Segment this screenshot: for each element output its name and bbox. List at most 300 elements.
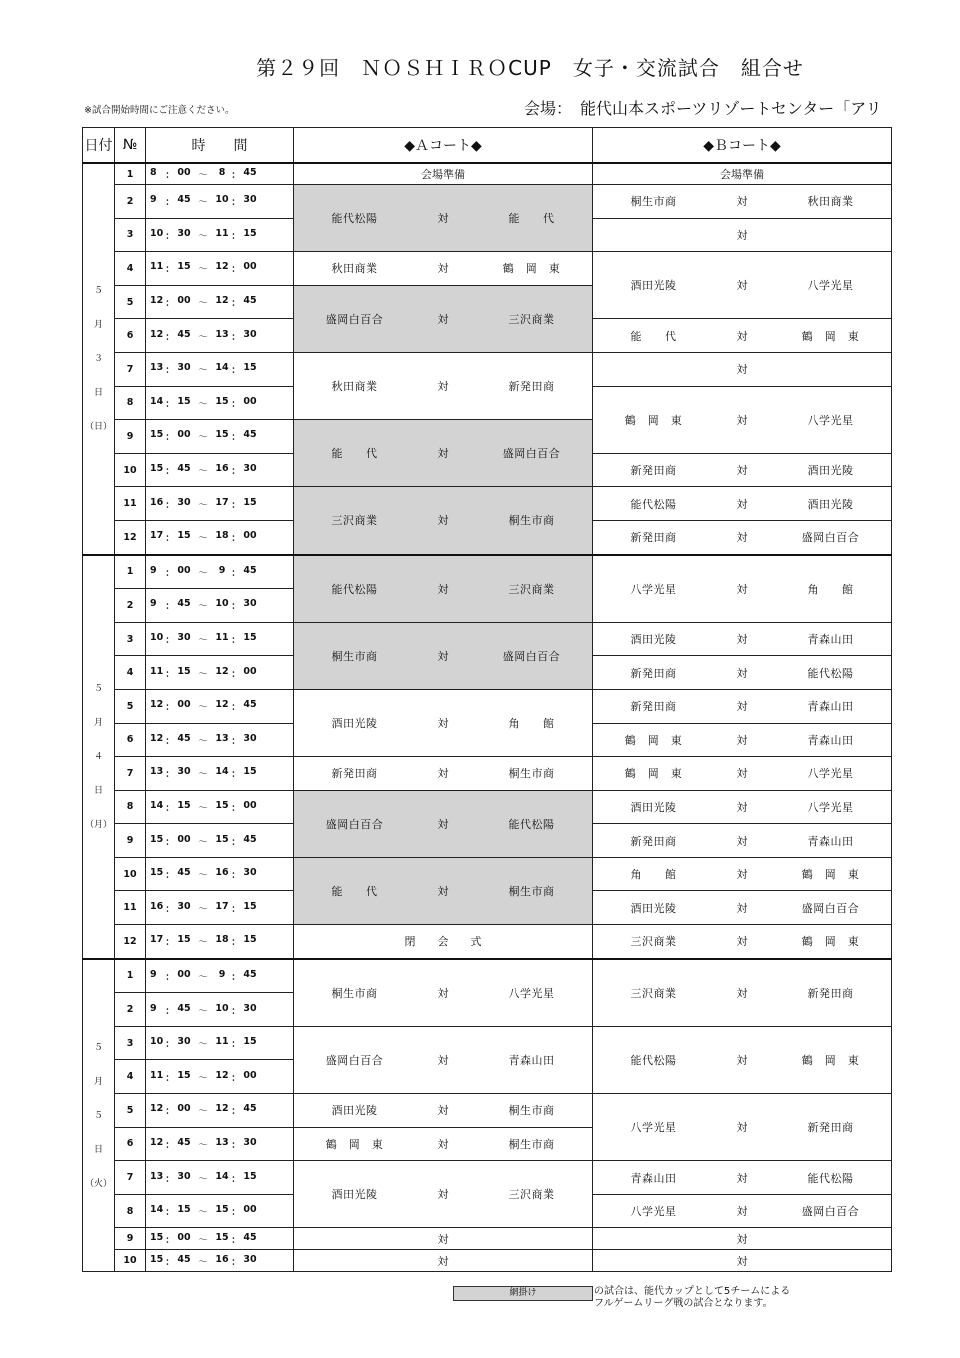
vs-label: 対 — [736, 1232, 748, 1246]
match-number: 5 — [115, 285, 146, 319]
header-court-a: ◆Ａコート◆ — [294, 128, 593, 164]
time-part: 00 — [243, 530, 257, 542]
team-home: 盛岡白百合 — [325, 312, 384, 326]
team-away: 三沢商業 — [508, 1188, 555, 1202]
court-b-game — [593, 453, 892, 487]
team-home: 桐生市商 — [331, 986, 378, 1000]
vs-label: 対 — [736, 1053, 748, 1067]
team-away: 能代松陽 — [807, 666, 854, 680]
time-part: ： — [231, 668, 241, 680]
time-part: 18 — [215, 934, 229, 946]
time-part: ： — [165, 870, 175, 882]
time-part: ： — [165, 1234, 175, 1246]
time-part: ： — [231, 398, 241, 410]
vs-label: 対 — [437, 212, 449, 226]
team-away: 能代松陽 — [508, 817, 555, 831]
team-away: 酒田光陵 — [807, 497, 854, 511]
date-cell — [83, 555, 115, 959]
court-b-game — [593, 1094, 892, 1161]
team-away: 八学光星 — [807, 413, 854, 427]
date-label-part: 日 — [93, 1144, 103, 1155]
time-part: 45 — [243, 1103, 257, 1115]
time-part: 15 — [243, 900, 257, 912]
time-part: 9 — [150, 194, 157, 206]
legend-text-line2: フルゲームリーグ戦の試合となります。 — [594, 1298, 773, 1309]
time-part: 14 — [215, 362, 229, 374]
match-time — [146, 487, 294, 521]
court-b-game — [593, 487, 892, 521]
time-part: 12 — [150, 699, 164, 711]
game — [593, 1052, 891, 1068]
time-part: ： — [231, 1005, 241, 1017]
match-time — [146, 993, 294, 1027]
time-part: ： — [165, 635, 175, 647]
team-home: 八学光星 — [630, 1205, 677, 1219]
team-away: 盛岡白百合 — [502, 447, 561, 461]
vs-label: 対 — [437, 1232, 449, 1246]
court-b-game — [593, 1250, 892, 1272]
team-home: 鶴 岡 東 — [624, 413, 683, 427]
time-part: 11 — [150, 665, 164, 677]
time-part: 30 — [243, 1253, 257, 1265]
time-part: ～ — [198, 1106, 208, 1118]
table-row — [83, 689, 892, 723]
time-part: ： — [231, 1039, 241, 1051]
vs-label: 対 — [736, 633, 748, 647]
vs-label: 対 — [736, 834, 748, 848]
match-number: 2 — [115, 993, 146, 1027]
time-part: ： — [165, 170, 175, 181]
game — [593, 833, 891, 849]
game — [294, 883, 592, 899]
time-part: 13 — [150, 362, 164, 374]
time-part: 12 — [215, 665, 229, 677]
vs-label: 対 — [437, 447, 449, 461]
time-part: ～ — [198, 601, 208, 613]
date-label-part: （月） — [84, 819, 112, 830]
time-part: 45 — [243, 564, 257, 576]
time-part: 10 — [215, 194, 229, 206]
team-home: 鶴 岡 東 — [325, 1137, 384, 1151]
team-away: 桐生市商 — [508, 884, 555, 898]
match-time — [146, 925, 294, 959]
team-home: 鶴 岡 東 — [624, 733, 683, 747]
vs-label: 対 — [437, 262, 449, 276]
time-part: 15 — [150, 429, 164, 441]
court-b-game — [593, 352, 892, 386]
team-home: 酒田光陵 — [331, 1188, 378, 1202]
time-part: 30 — [243, 732, 257, 744]
team-away: 三沢商業 — [508, 582, 555, 596]
match-number: 10 — [115, 857, 146, 891]
team-away: 秋田商業 — [807, 195, 854, 209]
time-part: 00 — [177, 1103, 191, 1115]
time-part: ： — [231, 635, 241, 647]
time-part: ： — [165, 937, 175, 949]
time-part: ： — [231, 601, 241, 613]
time-part: 16 — [215, 1253, 229, 1265]
match-number: 5 — [115, 689, 146, 723]
time-part: ： — [165, 1207, 175, 1219]
match-number: 9 — [115, 824, 146, 858]
game — [294, 260, 592, 276]
time-part: ～ — [198, 903, 208, 915]
team-away: 青森山田 — [807, 633, 854, 647]
time-part: 18 — [215, 530, 229, 542]
court-b-game — [593, 163, 892, 185]
time-part: 30 — [243, 194, 257, 206]
table-row — [83, 487, 892, 521]
match-time — [146, 891, 294, 925]
game — [593, 496, 891, 512]
time-part: ： — [165, 567, 175, 579]
time-part: ： — [231, 365, 241, 377]
time-part: 12 — [150, 295, 164, 307]
game — [294, 1102, 592, 1118]
time-part: 16 — [215, 463, 229, 475]
team-home: 八学光星 — [630, 1121, 677, 1135]
time-part: ： — [165, 398, 175, 410]
vs-label: 対 — [736, 228, 748, 242]
team-home: 秋田商業 — [331, 262, 378, 276]
team-home: 桐生市商 — [331, 649, 378, 663]
match-time — [146, 1161, 294, 1195]
time-part: 15 — [177, 261, 191, 273]
team-home: 三沢商業 — [630, 986, 677, 1000]
time-part: ： — [231, 170, 241, 181]
time-part: 45 — [243, 429, 257, 441]
time-part: ： — [231, 499, 241, 511]
time-part: 00 — [177, 167, 191, 178]
time-part: 14 — [150, 395, 164, 407]
time-part: ： — [165, 466, 175, 478]
time-part: 15 — [177, 530, 191, 542]
court-b-game — [593, 185, 892, 219]
match-time — [146, 1250, 294, 1272]
team-home: 角 館 — [630, 868, 677, 882]
court-a-game — [294, 1250, 593, 1272]
match-number: 6 — [115, 319, 146, 353]
table-row — [83, 163, 892, 185]
time-part: ～ — [198, 836, 208, 848]
game — [294, 1052, 592, 1068]
match-time — [146, 163, 294, 185]
time-part: 00 — [177, 699, 191, 711]
team-away: 盛岡白百合 — [801, 1205, 860, 1219]
court-a-game — [294, 689, 593, 756]
court-a-game — [294, 857, 593, 924]
time-part: 15 — [177, 1204, 191, 1216]
court-a-game — [294, 555, 593, 623]
time-part: 9 — [150, 968, 157, 980]
game — [593, 462, 891, 478]
vs-label: 対 — [736, 497, 748, 511]
match-number: 6 — [115, 723, 146, 757]
header-court-b: ◆Ｂコート◆ — [593, 128, 892, 164]
court-b-game — [593, 1026, 892, 1093]
time-part: 12 — [150, 1136, 164, 1148]
vs-label: 対 — [736, 531, 748, 545]
team-away: 新発田商 — [508, 380, 555, 394]
time-part: 15 — [215, 395, 229, 407]
time-part: 9 — [218, 564, 226, 576]
court-b-game — [593, 824, 892, 858]
team-home: 新発田商 — [331, 767, 378, 781]
time-part: ： — [231, 836, 241, 848]
page-title: 第２９回 ＮＯＳＨＩＲＯCUP 女子・交流試合 組合せ — [256, 56, 804, 80]
time-part: 30 — [243, 1136, 257, 1148]
match-time — [146, 453, 294, 487]
match-number: 2 — [115, 185, 146, 219]
time-part: ： — [165, 1106, 175, 1118]
legend-shade-box: 網掛け — [453, 1286, 593, 1301]
time-part: 17 — [215, 496, 229, 508]
time-part: 15 — [243, 766, 257, 778]
match-time — [146, 285, 294, 319]
game — [294, 1186, 592, 1202]
court-a-game — [294, 1161, 593, 1228]
court-a-game — [294, 757, 593, 791]
table-row — [83, 1161, 892, 1195]
team-home: 酒田光陵 — [630, 633, 677, 647]
game — [593, 665, 891, 681]
time-part: ： — [165, 331, 175, 343]
team-home: 酒田光陵 — [331, 717, 378, 730]
time-part: ～ — [198, 870, 208, 882]
time-part: 45 — [243, 167, 257, 178]
time-part: ～ — [198, 1039, 208, 1051]
court-b-game — [593, 1194, 892, 1228]
vs-label: 対 — [736, 1121, 748, 1135]
time-part: 15 — [243, 1036, 257, 1048]
time-part: ～ — [198, 331, 208, 343]
time-part: 17 — [215, 900, 229, 912]
time-part: 15 — [243, 934, 257, 946]
schedule-table — [82, 127, 892, 1272]
time-part: 15 — [215, 1231, 229, 1243]
team-away: 盛岡白百合 — [801, 901, 860, 915]
time-part: 12 — [150, 328, 164, 340]
game — [294, 816, 592, 832]
date-label-part: 月 — [93, 319, 103, 330]
time-part: 12 — [215, 699, 229, 711]
table-row — [83, 1228, 892, 1250]
time-part: ： — [231, 702, 241, 714]
time-part: 14 — [150, 799, 164, 811]
time-part: ～ — [198, 1173, 208, 1185]
time-part: ～ — [198, 533, 208, 545]
match-time — [146, 555, 294, 589]
match-time — [146, 656, 294, 690]
match-time — [146, 252, 294, 286]
time-part: ： — [231, 971, 241, 983]
time-part: 45 — [243, 295, 257, 307]
vs-label: 対 — [736, 868, 748, 882]
time-part: ： — [165, 264, 175, 276]
team-away: 鶴 岡 東 — [801, 935, 860, 949]
court-b-game — [593, 555, 892, 623]
court-b-game — [593, 218, 892, 252]
court-b-game — [593, 1161, 892, 1195]
match-number: 4 — [115, 1060, 146, 1094]
date-label-part: ５ — [93, 683, 103, 694]
table-row — [83, 925, 892, 959]
vs-label: 対 — [736, 700, 748, 714]
time-part: 00 — [243, 799, 257, 811]
match-number: 1 — [115, 555, 146, 589]
time-part: 13 — [215, 328, 229, 340]
match-number: 4 — [115, 252, 146, 286]
game — [593, 361, 891, 377]
vs-label: 対 — [437, 1053, 449, 1067]
date-label-part: ３ — [93, 353, 103, 364]
vs-label: 対 — [736, 413, 748, 427]
date-cell — [83, 163, 115, 555]
game — [593, 529, 891, 545]
time-part: 45 — [243, 968, 257, 980]
vs-label: 対 — [736, 1205, 748, 1219]
team-away: 鶴 岡 東 — [801, 1053, 860, 1067]
time-part: 00 — [243, 1069, 257, 1081]
time-part: ： — [231, 870, 241, 882]
vs-label: 対 — [736, 666, 748, 680]
match-number: 6 — [115, 1127, 146, 1161]
time-part: 11 — [215, 227, 229, 239]
team-away: 青森山田 — [807, 834, 854, 848]
match-time — [146, 319, 294, 353]
time-part: 12 — [215, 1069, 229, 1081]
match-number: 7 — [115, 352, 146, 386]
team-away: 青森山田 — [807, 700, 854, 714]
court-note: 閉 会 式 — [404, 935, 482, 949]
time-part: ～ — [198, 398, 208, 410]
match-time — [146, 757, 294, 791]
time-part: 12 — [215, 295, 229, 307]
time-part: ： — [165, 769, 175, 781]
time-part: ： — [231, 533, 241, 545]
match-time — [146, 420, 294, 454]
team-home: 新発田商 — [630, 531, 677, 545]
court-b-game — [593, 723, 892, 757]
match-time — [146, 1026, 294, 1060]
date-label-part: 月 — [93, 717, 103, 728]
game — [593, 698, 891, 714]
match-time — [146, 352, 294, 386]
match-time — [146, 386, 294, 420]
team-home: 秋田商業 — [331, 380, 378, 394]
game — [294, 648, 592, 664]
time-part: ～ — [198, 1256, 208, 1268]
time-part: 10 — [215, 598, 229, 610]
time-part: ： — [165, 1256, 175, 1268]
team-away: 三沢商業 — [508, 312, 555, 326]
time-part: 15 — [177, 1069, 191, 1081]
court-b-game — [593, 1228, 892, 1250]
court-note: 会場準備 — [720, 168, 764, 181]
vs-label: 対 — [437, 717, 449, 730]
team-away: 新発田商 — [807, 1121, 854, 1135]
team-away: 青森山田 — [508, 1053, 555, 1067]
team-home: 青森山田 — [630, 1171, 677, 1185]
vs-label: 対 — [736, 767, 748, 781]
time-part: ～ — [198, 937, 208, 949]
time-part: ： — [231, 1207, 241, 1219]
time-part: 12 — [215, 261, 229, 273]
team-home: 盛岡白百合 — [325, 817, 384, 831]
time-part: ～ — [198, 264, 208, 276]
header-time: 時 間 — [146, 128, 294, 164]
time-part: 30 — [177, 227, 191, 239]
match-time — [146, 1228, 294, 1250]
time-part: 15 — [243, 632, 257, 644]
time-part: 00 — [177, 429, 191, 441]
game — [593, 581, 891, 597]
time-part: ： — [165, 1173, 175, 1185]
court-b-game — [593, 656, 892, 690]
court-b-game — [593, 252, 892, 319]
game — [593, 933, 891, 949]
time-part: 45 — [177, 463, 191, 475]
match-number: 3 — [115, 622, 146, 656]
vs-label: 対 — [736, 986, 748, 1000]
team-home: 能 代 — [630, 329, 677, 343]
match-time — [146, 1060, 294, 1094]
time-part: 30 — [177, 1170, 191, 1182]
legend-text-line1: の試合は、能代カップとして5チームによる — [594, 1286, 791, 1297]
time-part: 45 — [177, 194, 191, 206]
court-b-game — [593, 857, 892, 891]
time-part: ： — [231, 1234, 241, 1246]
time-part: 12 — [150, 732, 164, 744]
game — [593, 277, 891, 293]
game — [593, 227, 891, 243]
time-part: ～ — [198, 702, 208, 714]
time-part: 15 — [177, 934, 191, 946]
time-part: 30 — [177, 900, 191, 912]
team-away: 角 館 — [807, 582, 854, 596]
time-part: 00 — [177, 295, 191, 307]
time-part: ～ — [198, 668, 208, 680]
time-part: ： — [165, 432, 175, 444]
time-part: 30 — [243, 1002, 257, 1014]
match-number: 8 — [115, 1194, 146, 1228]
vs-label: 対 — [437, 767, 449, 781]
table-row — [83, 857, 892, 891]
match-number: 3 — [115, 218, 146, 252]
team-away: 盛岡白百合 — [502, 649, 561, 663]
vs-label: 対 — [437, 1137, 449, 1151]
team-away: 桐生市商 — [508, 1104, 555, 1118]
time-part: 15 — [215, 429, 229, 441]
time-part: 15 — [150, 833, 164, 845]
court-a-game — [294, 1228, 593, 1250]
time-part: 00 — [177, 833, 191, 845]
date-label-part: ５ — [93, 1110, 103, 1121]
time-part: 30 — [177, 1036, 191, 1048]
court-note: 会場準備 — [421, 168, 465, 181]
court-b-game — [593, 925, 892, 959]
team-home: 能代松陽 — [630, 497, 677, 511]
time-part: ～ — [198, 1072, 208, 1084]
time-part: ： — [231, 230, 241, 242]
time-part: ： — [165, 365, 175, 377]
vs-label: 対 — [736, 1254, 748, 1268]
time-part: ： — [231, 903, 241, 915]
game — [593, 900, 891, 916]
team-away: 鶴 岡 東 — [502, 262, 561, 276]
court-a-game — [294, 163, 593, 185]
game — [294, 1253, 592, 1269]
